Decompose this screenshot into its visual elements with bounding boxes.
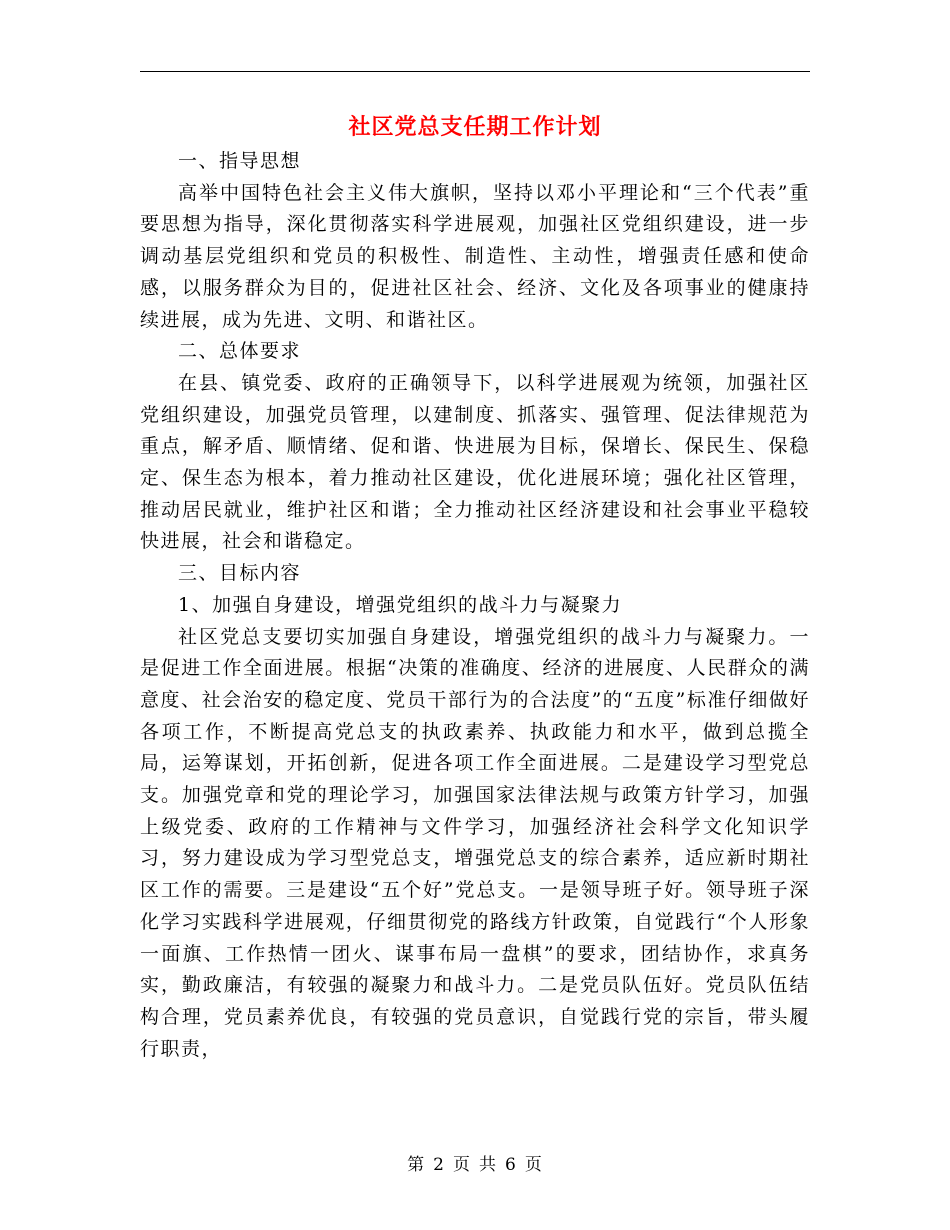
paragraph-self-construction: 社区党总支要切实加强自身建设，增强党组织的战斗力与凝聚力。一是促进工作全面进展。根据“决策的准确度、经济的进展度、人民群众的满意度、社会治安的稳定度、党员干部行为的合法度”的“五度”标准仔细做好各项工作，不断提高党总支的执政素养、执政能力和水平，做到总揽全局，运筹谋划，开拓创新，促进各项工作全面进展。二是建设学习型党总支。加强党章和党的理论学习，加强国家法律法规与政策方针学习，加强上级党委、政府的工作精神与文件学习，加强经济社会科学文化知识学习，努力建设成为学习型党总支，增强党总支的综合素养，适应新时期社区工作的需要。三是建设“五个好”党总支。一是领导班子好。领导班子深化学习实践科学进展观，仔细贯彻党的路线方针政策，自觉践行“个人形象一面旗、工作热情一团火、谋事布局一盘棋”的要求，团结协作，求真务实，勤政廉洁，有较强的凝聚力和战斗力。二是党员队伍好。党员队伍结构合理，党员素养优良，有较强的党员意识，自觉践行党的宗旨，带头履行职责， <box>140 625 810 1060</box>
page-footer <box>140 1153 810 1177</box>
paragraph-guiding-ideology: 高举中国特色社会主义伟大旗帜，坚持以邓小平理论和“三个代表”重要思想为指导，深化贯彻落实科学进展观，加强社区党组织建设，进一步调动基层党组织和党员的积极性、制造性、主动性，增强责任感和使命感，以服务群众为目的，促进社区社会、经济、文化及各项事业的健康持续进展，成为先进、文明、和谐社区。 <box>140 181 810 331</box>
paragraph-overall-requirements: 在县、镇党委、政府的正确领导下，以科学进展观为统领，加强社区党组织建设，加强党员管理，以建制度、抓落实、强管理、促法律规范为重点，解矛盾、顺情绪、促和谐、快进展为目标，保增长、保民生、保稳定、保生态为根本，着力推动社区建设，优化进展环境；强化社区管理，推动居民就业，维护社区和谐；全力推动社区经济建设和社会事业平稳较快进展，社会和谐稳定。 <box>140 371 810 553</box>
subheading-self-construction: 1、加强自身建设，增强党组织的战斗力与凝聚力 <box>178 593 623 616</box>
heading-overall-requirements: 二、总体要求 <box>178 340 302 363</box>
heading-guiding-ideology: 一、指导思想 <box>178 150 302 172</box>
page-prefix: 第 <box>407 1155 426 1175</box>
heading-target-content: 三、目标内容 <box>178 562 302 585</box>
document-title: 社区党总支任期工作计划 <box>348 114 602 140</box>
page-current: 2 <box>433 1155 445 1175</box>
page-total-unit: 页 <box>524 1155 543 1175</box>
page-total-prefix: 共 <box>479 1155 497 1175</box>
header-rule <box>140 71 810 72</box>
document-body <box>140 146 810 1065</box>
page-unit: 页 <box>453 1155 471 1175</box>
page-total: 6 <box>505 1155 517 1175</box>
